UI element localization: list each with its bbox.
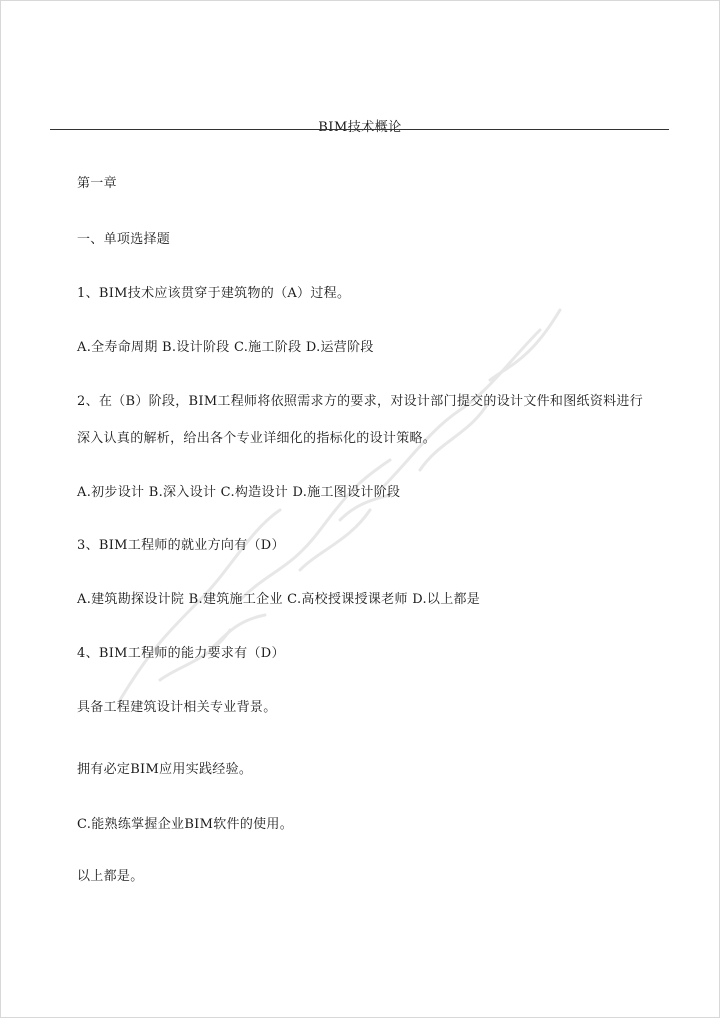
question-1-options: A.全寿命周期 B.设计阶段 C.施工阶段 D.运营阶段 <box>77 340 374 355</box>
question-2-cont: 深入认真的解析，给出各个专业详细化的指标化的设计策略。 <box>77 431 437 446</box>
question-2-options: A.初步设计 B.深入设计 C.构造设计 D.施工图设计阶段 <box>77 485 401 500</box>
section-heading: 一、单项选择题 <box>77 232 171 247</box>
question-3: 3、BIM工程师的就业方向有（D） <box>77 538 285 553</box>
header-rule <box>50 129 669 130</box>
question-4-option-b: 拥有必定BIM应用实践经验。 <box>77 762 253 777</box>
question-1: 1、BIM技术应该贯穿于建筑物的（A）过程。 <box>77 286 351 301</box>
question-4-option-d: 以上都是。 <box>77 869 144 884</box>
question-4-option-c: C.能熟练掌握企业BIM软件的使用。 <box>77 817 294 832</box>
question-3-options: A.建筑勘探设计院 B.建筑施工企业 C.高校授课授课老师 D.以上都是 <box>77 592 481 607</box>
page-title: BIM技术概论 <box>318 120 402 135</box>
question-4-option-a: 具备工程建筑设计相关专业背景。 <box>77 700 277 715</box>
chapter-heading: 第一章 <box>77 176 117 191</box>
question-4: 4、BIM工程师的能力要求有（D） <box>77 646 285 661</box>
question-2: 2、在（B）阶段，BIM工程师将依照需求方的要求，对设计部门提交的设计文件和图纸资料进行 <box>77 394 644 409</box>
